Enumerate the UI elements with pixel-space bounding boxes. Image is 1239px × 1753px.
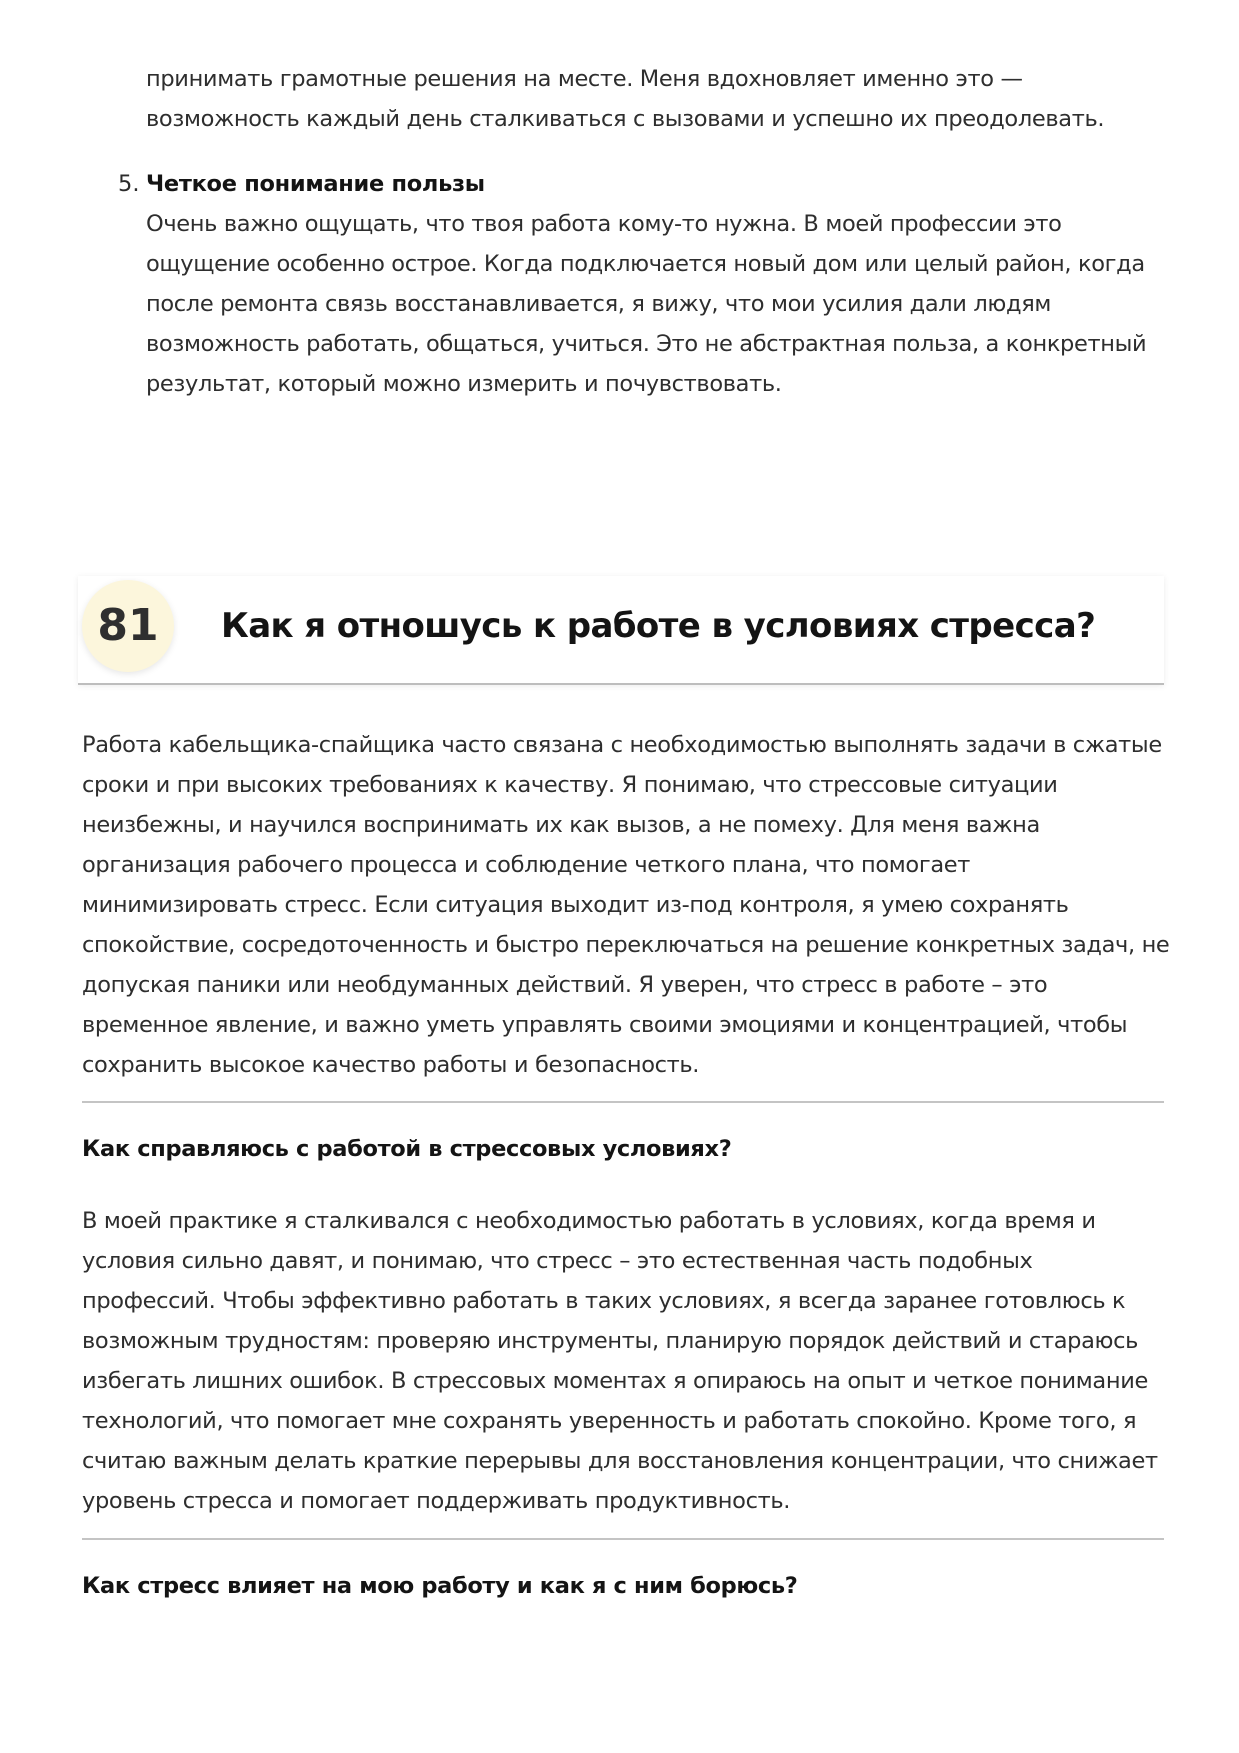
section-divider (82, 1538, 1164, 1540)
answer-paragraph: Работа кабельщика-спайщика часто связана с необходимостью выполнять задачи в сжатые сроки и при высоких требованиях к качеству. Я понимаю, что стрессовые ситуации неизбежны, и научился воспринимать их как вызов, а не помеху. Для меня важна организация рабочего процесса и соблюдение четкого плана, что помогает минимизировать стресс. Если ситуация выходит из-под контроля, я умею сохранять спокойствие, сосредоточенность и быстро переключаться на решение конкретных задач, не допуская паники или необдуманных действий. Я уверен, что стресс в работе – это временное явление, и важно уметь управлять своими эмоциями и концентрацией, чтобы сохранить высокое качество работы и безопасность. (82, 732, 1170, 1078)
list-item-body: Очень важно ощущать, что твоя работа кому-то нужна. В моей профессии это ощущение особенно острое. Когда подключается новый дом или целый район, когда после ремонта связь восстанавливается, я вижу, что мои усилия дали людям возможность работать, общаться, учиться. Это не абстрактная польза, а конкретный результат, который можно измерить и почувствовать. (146, 211, 1147, 397)
question-number-badge: 81 (82, 580, 174, 672)
continuation-paragraph: принимать грамотные решения на месте. Меня вдохновляет именно это — возможность каждый день сталкиваться с вызовами и успешно их преодолевать. (146, 66, 1105, 132)
sub-heading-2: Как стресс влияет на мою работу и как я с ним борюсь? (82, 1573, 798, 1599)
question-header (78, 576, 1164, 685)
sub-section-1-paragraph: В моей практике я сталкивался с необходимостью работать в условиях, когда время и условия сильно давят, и понимаю, что стресс – это естественная часть подобных профессий. Чтобы эффективно работать в таких условиях, я всегда заранее готовлюсь к возможным трудностям: проверяю инструменты, планирую порядок действий и стараюсь избегать лишних ошибок. В стрессовых моментах я опираюсь на опыт и четкое понимание технологий, что помогает мне сохранять уверенность и работать спокойно. Кроме того, я считаю важным делать краткие перерывы для восстановления концентрации, что снижает уровень стресса и помогает поддерживать продуктивность. (82, 1208, 1158, 1514)
sub-heading-1: Как справляюсь с работой в стрессовых условиях? (82, 1136, 732, 1162)
question-title: Как я отношусь к работе в условиях стресса? (221, 606, 1096, 646)
section-divider (82, 1101, 1164, 1103)
list-item-number: 5. (118, 171, 140, 197)
list-item-title: Четкое понимание пользы (146, 171, 485, 197)
